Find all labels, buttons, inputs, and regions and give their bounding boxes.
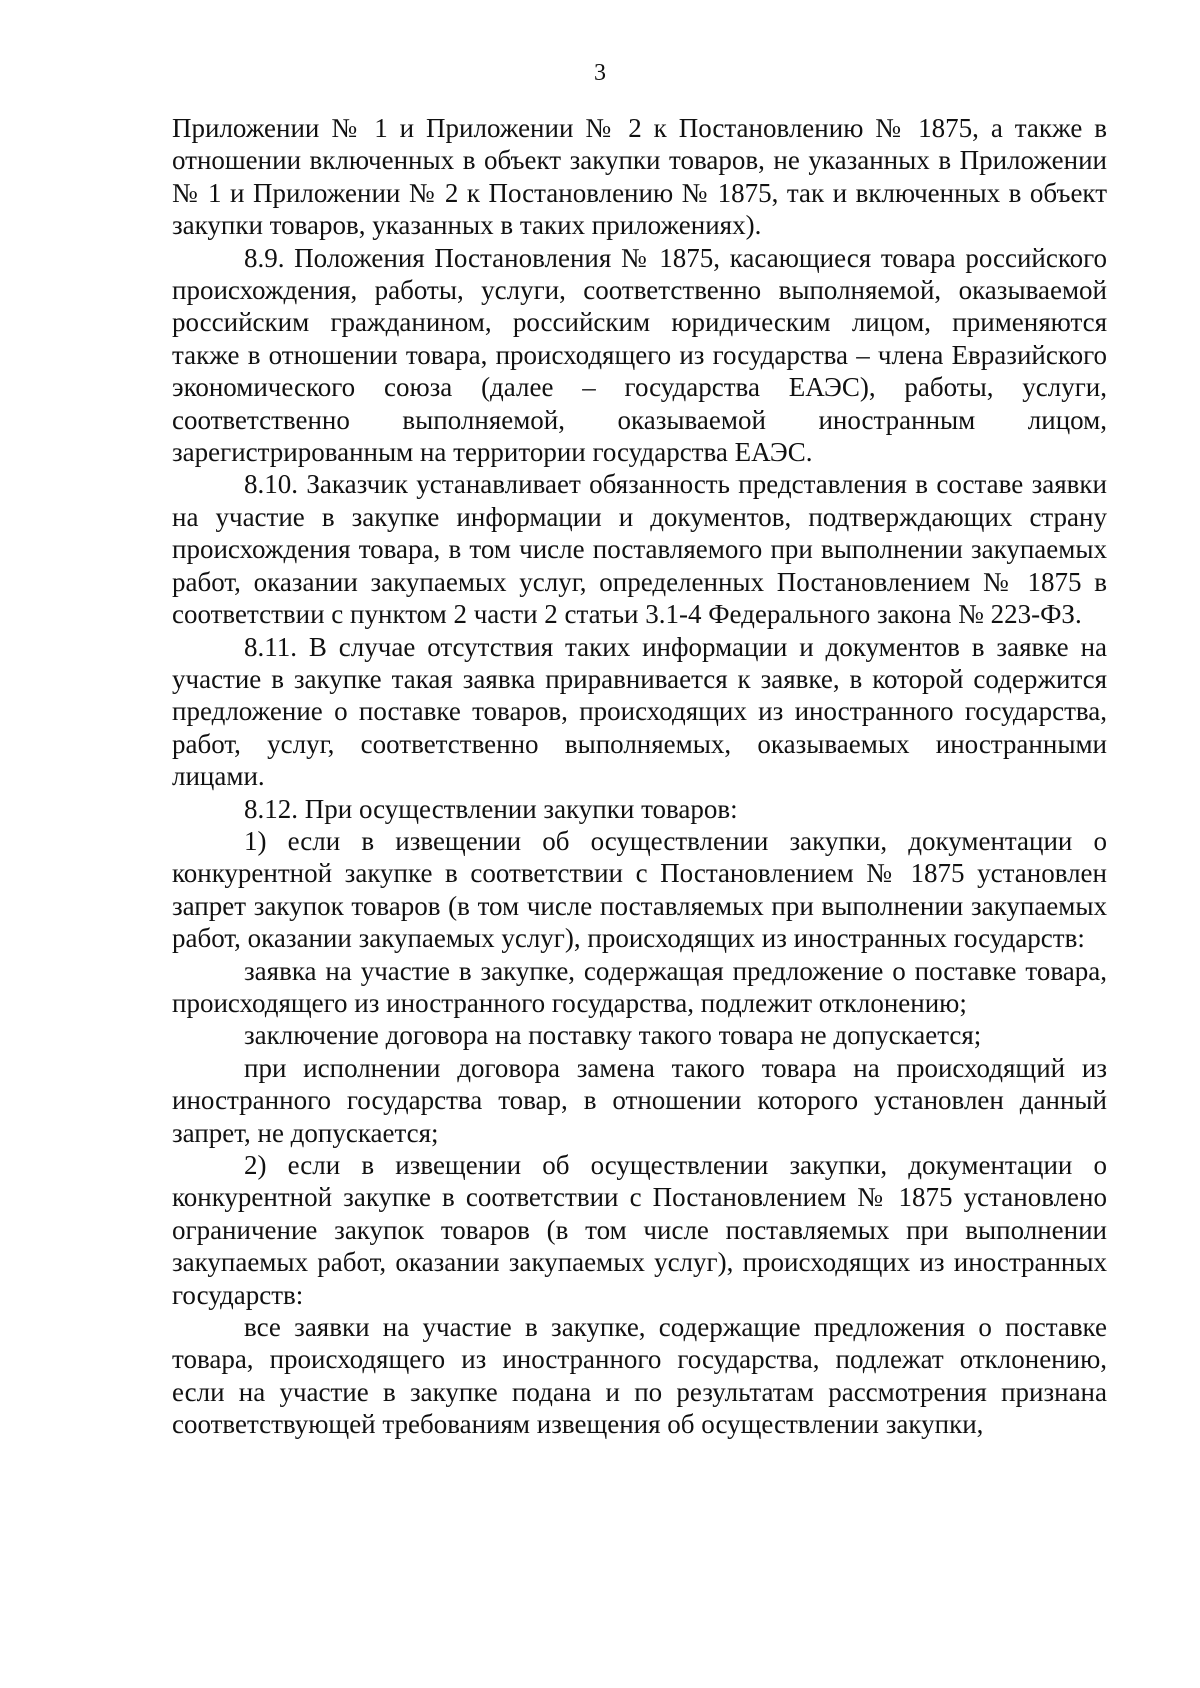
page-number: 3 xyxy=(594,60,606,86)
paragraph-item-1-contract: заключение договора на поставку такого товара не допускается; xyxy=(244,1020,982,1051)
paragraph-8-9: 8.9. Положения Постановления № 1875, касающиеся товара российского происхождения, работы, услуги, соответственно выполняемой, оказываемой российским гражданином, российским юридическим лицом, применяются также в отношении товара, происходящего из государства – члена Евразийского экономического союза (далее – государства ЕАЭС), работы, услуги, соответственно выполняемой, оказываемой иностранным лицом, зарегистрированным на территории государства ЕАЭС. xyxy=(172,242,1107,468)
paragraph-8-10: 8.10. Заказчик устанавливает обязанность представления в составе заявки на участие в закупке информации и документов, подтверждающих страну происхождения товара, в том числе поставляемого при выполнении закупаемых работ, оказании закупаемых услуг, определенных Постановлением № 1875 в соответствии с пунктом 2 части 2 статьи 3.1-4 Федерального закона № 223-ФЗ. xyxy=(172,469,1107,630)
paragraph-item-1-rejection: заявка на участие в закупке, содержащая предложение о поставке товара, происходящего из иностранного государства, подлежит отклонению; xyxy=(172,955,1107,1018)
paragraph-item-1: 1) если в извещении об осуществлении закупки, документации о конкурентной закупке в соответствии с Постановлением № 1875 установлен запрет закупок товаров (в том числе поставляемых при выполнении закупаемых работ, оказании закупаемых услуг), происходящих из иностранных государств: xyxy=(172,825,1107,954)
paragraph-continuation: Приложении № 1 и Приложении № 2 к Постановлению № 1875, а также в отношении включенных в объект закупки товаров, не указанных в Приложении № 1 и Приложении № 2 к Постановлению № 1875, так и включенных в объект закупки товаров, указанных в таких приложениях). xyxy=(172,113,1107,241)
paragraph-item-2-rejection: все заявки на участие в закупке, содержащие предложения о поставке товара, происходящего из иностранного государства, подлежат отклонению, если на участие в закупке подана и по результатам рассмотрения признана соответствующей требованиям извещения об осуществлении закупки, xyxy=(172,1312,1107,1440)
paragraph-8-12: 8.12. При осуществлении закупки товаров: xyxy=(244,793,738,824)
paragraph-item-1-replacement: при исполнении договора замена такого товара на происходящий из иностранного государства товар, в отношении которого установлен данный запрет, не допускается; xyxy=(172,1052,1107,1148)
paragraph-8-11: 8.11. В случае отсутствия таких информации и документов в заявке на участие в закупке такая заявка приравнивается к заявке, в которой содержится предложение о поставке товаров, происходящих из иностранного государства, работ, услуг, соответственно выполняемых, оказываемых иностранными лицами. xyxy=(172,631,1107,792)
body-text xyxy=(172,112,1107,1441)
paragraph-item-2: 2) если в извещении об осуществлении закупки, документации о конкурентной закупке в соответствии с Постановлением № 1875 установлено ограничение закупок товаров (в том числе поставляемых при выполнении закупаемых работ, оказании закупаемых услуг), происходящих из иностранных государств: xyxy=(172,1150,1107,1310)
